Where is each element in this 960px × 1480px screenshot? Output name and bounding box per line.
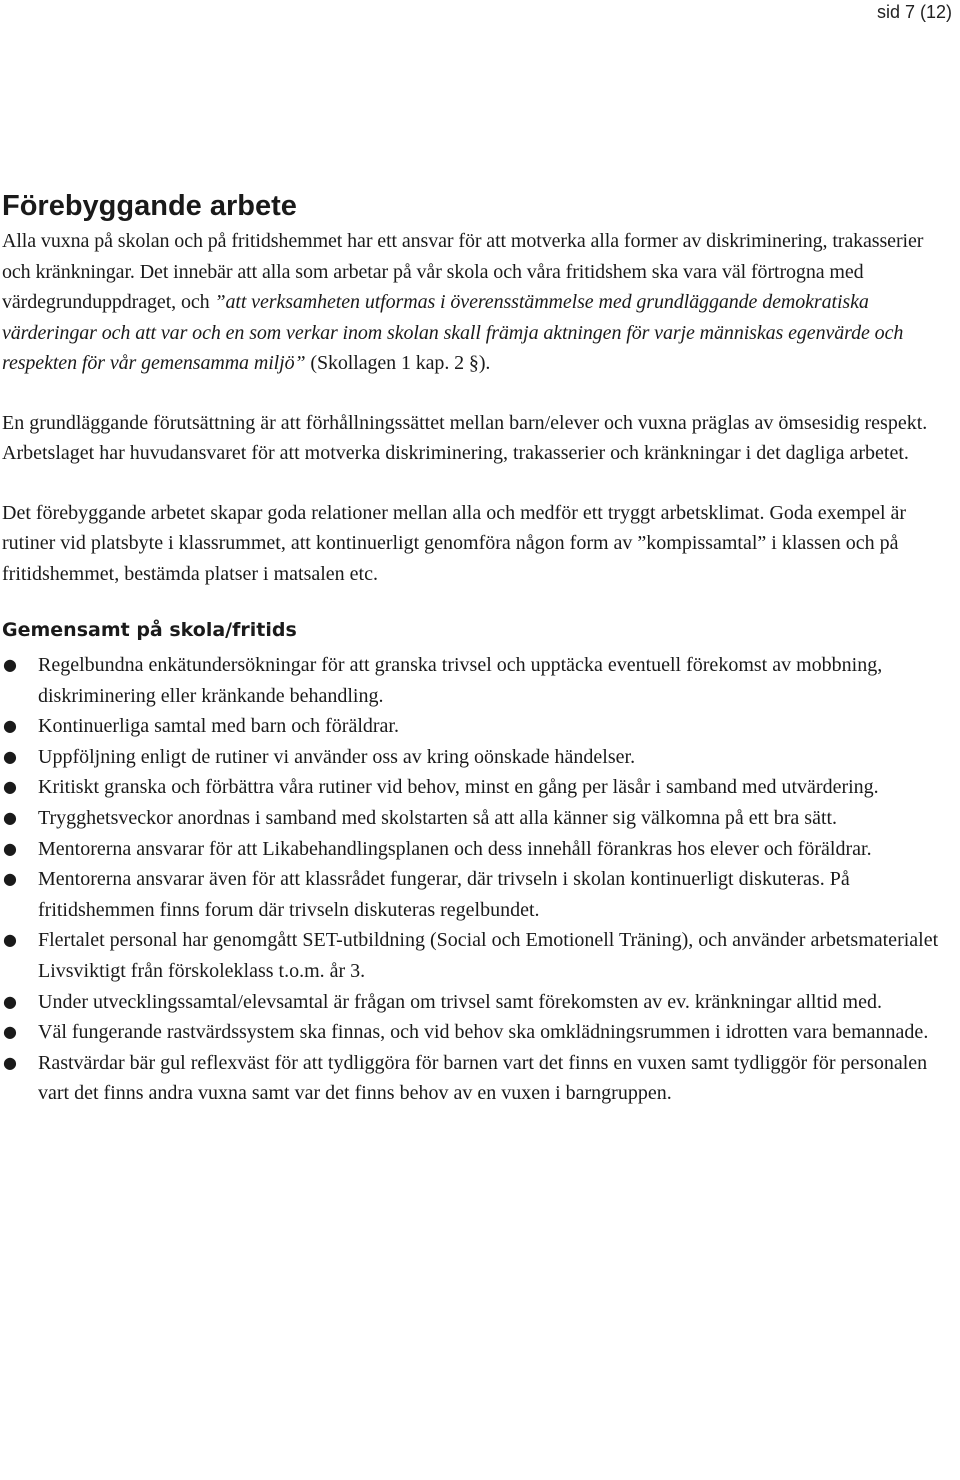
list-item-text: Uppföljning enligt de rutiner vi använder oss av kring oönskade händelser. [38, 745, 636, 768]
curriculum-quote: ”att verksamheten utformas i överensstämmelse med grundläggande demokratiska värderingar och att var och en som verkar inom skolan skall främja aktningen för varje människas egenvärde och respekten för vår gemensamma miljö” [2, 291, 904, 374]
list-item [2, 864, 952, 925]
intro-text: Alla vuxna på skolan och på fritidshemmet har ett ansvar för att motverka alla former av diskriminering, trakasserier och kränkningar. Det innebär att alla som arbetar på vår skola och våra fritidshem ska vara väl förtrogna med värdegrunduppdraget, och [2, 230, 924, 313]
list-item-text: Flertalet personal har genomgått SET-utbildning (Social och Emotionell Träning), och använder arbetsmaterialet Livsviktigt från förskoleklass t.o.m. år 3. [38, 929, 939, 982]
list-item [2, 742, 952, 773]
list-item [2, 772, 952, 803]
list-item-text: Under utvecklingssamtal/elevsamtal är frågan om trivsel samt förekomsten av ev. kränkningar alltid med. [38, 990, 882, 1013]
list-item-text: Väl fungerande rastvärdssystem ska finnas, och vid behov ska omklädningsrummen i idrotten vara bemannade. [38, 1021, 929, 1044]
common-heading: Gemensamt på skola/fritids [2, 619, 297, 641]
list-item [2, 650, 952, 711]
relations-paragraph: Det förebyggande arbetet skapar goda relationer mellan alla och medför ett tryggt arbetsklimat. Goda exempel är rutiner vid platsbyte i klassrummet, att kontinuerligt genomföra någon form av ”kompissamtal” i klassen och på fritidshemmet, bestämda platser i matsalen etc. [2, 501, 907, 585]
bullet-icon: ● [3, 1052, 17, 1072]
list-item [2, 1048, 952, 1109]
list-item-text: Regelbundna enkätundersökningar för att granska trivsel och upptäcka eventuell förekomst av mobbning, diskriminering eller kränkande behandling. [38, 654, 883, 707]
list-item [2, 925, 952, 986]
respect-paragraph: En grundläggande förutsättning är att förhållningssättet mellan barn/elever och vuxna präglas av ömsesidig respekt. Arbetslaget har huvudansvaret för att motverka diskriminering, trakasserier och kränkningar i det dagliga arbetet. [2, 411, 928, 464]
list-item [2, 1017, 952, 1048]
bullet-icon: ● [3, 1022, 17, 1042]
intro-paragraph [2, 226, 952, 379]
bullet-icon: ● [3, 746, 17, 766]
list-item-text: Trygghetsveckor anordnas i samband med skolstarten så att alla känner sig välkomna på ett bra sätt. [38, 806, 838, 829]
list-item-text: Kontinuerliga samtal med barn och föräldrar. [38, 715, 399, 738]
list-item-text: Rastvärdar bär gul reflexväst för att tydliggöra för barnen vart det finns en vuxen samt tydliggör för personalen vart det finns andra vuxna samt var det finns behov av en vuxen i barngruppen. [38, 1051, 928, 1105]
bullet-icon: ● [3, 991, 17, 1011]
list-item [2, 987, 952, 1018]
list-item [2, 834, 952, 865]
bullet-icon: ● [3, 777, 17, 797]
list-item [2, 803, 952, 834]
bullet-icon: ● [3, 930, 17, 950]
page-number: sid 7 (12) [876, 2, 952, 22]
list-item [2, 711, 952, 742]
list-item-text: Kritiskt granska och förbättra våra rutiner vid behov, minst en gång per läsår i samband med utvärdering. [38, 776, 879, 799]
list-item-text: Mentorerna ansvarar för att Likabehandlingsplanen och dess innehåll förankras hos elever och föräldrar. [38, 837, 872, 860]
bullet-icon: ● [3, 655, 17, 674]
section-title: Förebyggande arbete [2, 190, 297, 222]
law-citation: (Skollagen 1 kap. 2 §). [305, 352, 491, 374]
bullet-icon: ● [3, 838, 17, 858]
document-body [2, 188, 952, 1109]
bullet-icon: ● [3, 869, 17, 889]
bullet-icon: ● [3, 807, 17, 827]
list-item-text: Mentorerna ansvarar även för att klassrådet fungerar, där trivseln i skolan kontinuerligt diskuteras. På fritidshemmen finns forum där trivseln diskuteras regelbundet. [38, 868, 850, 921]
bullet-icon: ● [3, 716, 17, 736]
measures-list [2, 650, 952, 1109]
